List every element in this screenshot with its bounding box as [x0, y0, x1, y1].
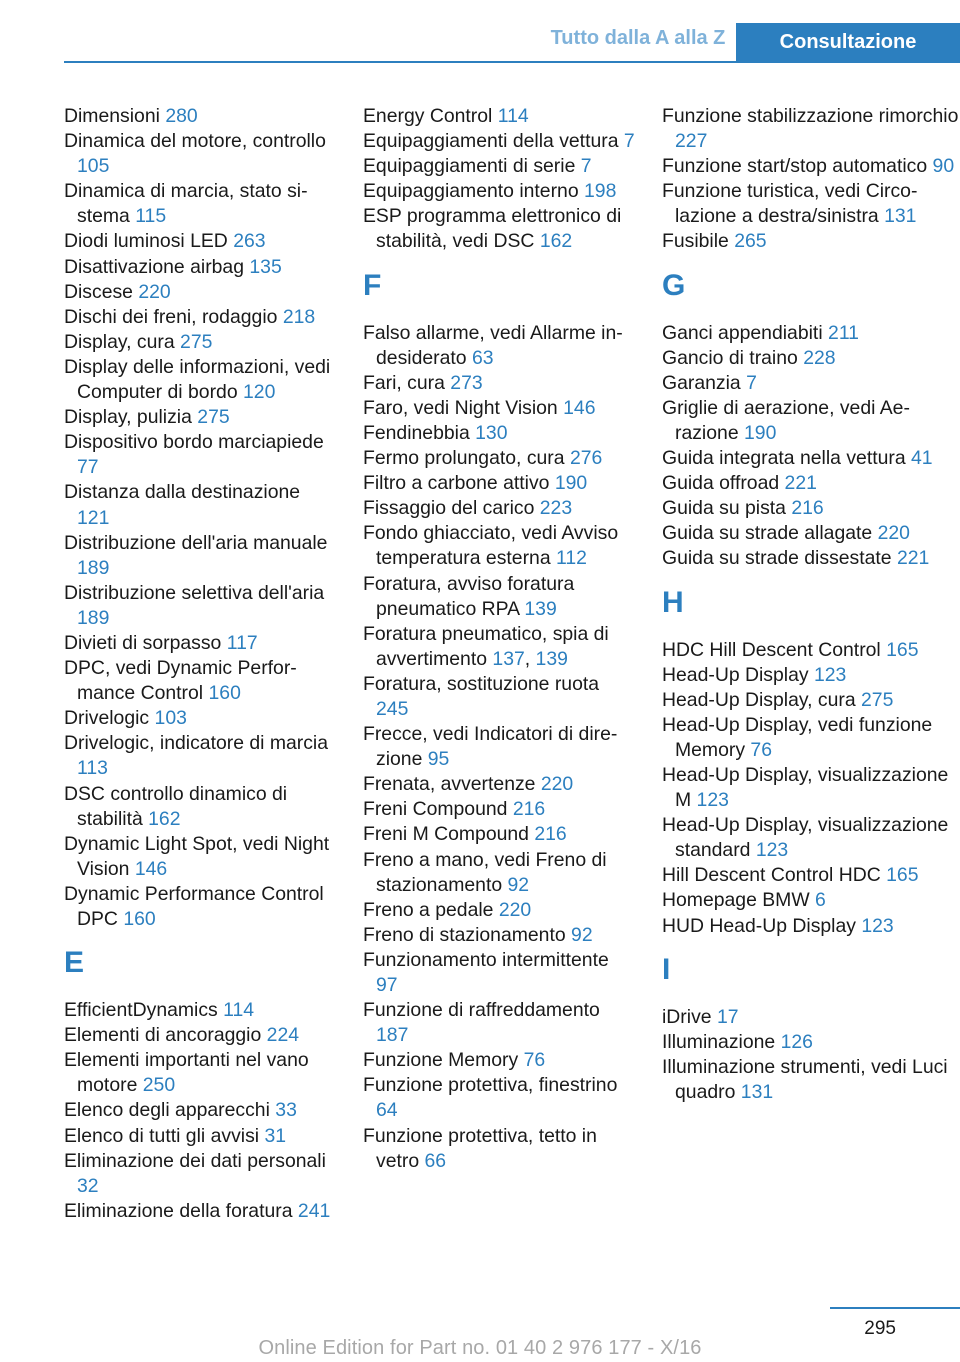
index-entry — [363, 898, 635, 923]
index-entry-text: Dischi dei freni, rodaggio — [64, 305, 278, 328]
index-entry-text: Griglie di aerazione, vedi Aerazione — [662, 396, 910, 444]
index-entry — [64, 355, 336, 405]
index-entry — [662, 1055, 960, 1105]
index-column-1 — [64, 104, 336, 1224]
page-link[interactable]: 92 — [571, 923, 593, 946]
index-entry — [662, 688, 960, 713]
page-link[interactable]: 123 — [696, 789, 729, 812]
index-entry-text: Freni Compound — [363, 798, 508, 821]
page-link[interactable]: 17 — [716, 1005, 739, 1028]
page-link[interactable]: 7 — [746, 371, 757, 394]
index-entry — [363, 572, 635, 622]
index-entry-text: ESP programma elettronico di stabilità, vedi DSC — [363, 205, 622, 253]
index-entry — [363, 179, 635, 204]
index-letter-heading: F — [363, 268, 382, 302]
index-entry-text: Equipaggiamento interno — [363, 180, 579, 203]
index-entry — [363, 722, 635, 772]
index-entry-text: Drivelogic — [64, 707, 150, 730]
page-link[interactable]: 113 — [77, 757, 108, 780]
page-link[interactable]: 228 — [803, 346, 836, 369]
index-entry-text: Head-Up Display, visualizzazione standard — [662, 814, 949, 862]
page-link[interactable]: 90 — [932, 155, 955, 178]
index-entry — [64, 998, 336, 1023]
page-link[interactable]: 221 — [896, 547, 930, 570]
page-link[interactable]: 265 — [734, 230, 767, 253]
page-link[interactable]: 275 — [197, 406, 230, 429]
index-entry — [363, 923, 635, 948]
page-link[interactable]: 103 — [154, 707, 187, 730]
index-entry-text: Homepage BMW — [662, 889, 810, 912]
index-letter-heading: I — [662, 952, 671, 986]
page-link[interactable]: 139 — [535, 647, 568, 670]
index-entry — [662, 763, 960, 813]
index-entry — [64, 782, 336, 832]
page-link[interactable]: 77 — [77, 456, 99, 479]
index-entry-text: Frenata, avvertenze — [363, 773, 536, 796]
index-entry — [64, 1023, 336, 1048]
index-entry — [662, 638, 960, 663]
page-link[interactable]: 114 — [223, 999, 255, 1022]
index-entry-text: Head-Up Display — [662, 663, 809, 686]
page-link[interactable]: 120 — [243, 381, 276, 404]
page-link[interactable]: 227 — [675, 130, 708, 153]
page-link[interactable]: 117 — [226, 631, 258, 654]
index-entry-text: Drivelogic, indicatore di marcia — [64, 732, 329, 755]
page-link[interactable]: 275 — [180, 330, 213, 353]
index-entry — [64, 631, 336, 656]
index-entry-text: Garanzia — [662, 371, 741, 394]
page-link[interactable]: 245 — [376, 697, 409, 720]
index-entry-text: Disattivazione airbag — [64, 255, 244, 278]
index-entry-text: Guida su strade dissestate — [662, 547, 892, 570]
index-entry-text: Elementi importanti nel vano motore — [64, 1049, 309, 1097]
page-link[interactable]: 280 — [165, 105, 198, 127]
index-entry — [363, 1048, 635, 1073]
index-entry-text: Freno a mano, vedi Freno di stazionamento — [363, 848, 607, 896]
index-entry-text: Freno di stazionamento — [363, 923, 566, 946]
page-link[interactable]: 112 — [556, 547, 587, 570]
page-link[interactable]: 263 — [233, 230, 266, 253]
page-link[interactable]: 76 — [523, 1049, 546, 1072]
index-entry — [64, 1048, 336, 1098]
page-link[interactable]: 131 — [884, 205, 917, 228]
index-entry — [363, 797, 635, 822]
index-entry-text: Funzione stabilizzazione rimorchio — [662, 105, 959, 127]
index-entry-text: Display, cura — [64, 330, 175, 353]
index-entry — [64, 1199, 336, 1224]
page-link[interactable]: 135 — [249, 255, 282, 278]
page-link[interactable]: 165 — [886, 638, 919, 661]
index-entry-text: Hill Descent Control HDC — [662, 864, 881, 887]
page-link[interactable]: 276 — [569, 447, 603, 470]
page-number-divider — [830, 1307, 960, 1309]
page-link[interactable]: 123 — [861, 914, 894, 937]
index-entry-text: Elenco degli apparecchi — [64, 1099, 270, 1122]
index-letter-heading: E — [64, 946, 85, 980]
index-entry — [363, 822, 635, 847]
page-link[interactable]: 220 — [498, 898, 532, 921]
index-entry — [662, 813, 960, 863]
index-entry-text: Equipaggiamenti di serie — [363, 155, 576, 178]
page-link[interactable]: 64 — [376, 1099, 398, 1122]
index-entry — [363, 396, 635, 421]
index-entry-text: Eliminazione dei dati personali — [64, 1149, 326, 1172]
page-link[interactable]: 31 — [264, 1124, 287, 1147]
page-link[interactable]: 130 — [475, 421, 508, 444]
index-entry — [662, 1030, 960, 1055]
index-entry-text: Dinamica del motore, controllo — [64, 130, 326, 153]
page-link[interactable]: 41 — [911, 447, 933, 470]
page-link[interactable]: 76 — [750, 738, 772, 761]
index-entry-text: Display delle informazioni, vedi Computer di bordo — [64, 355, 331, 404]
page-link[interactable]: 190 — [744, 421, 777, 444]
index-entry — [363, 1124, 635, 1174]
page-link[interactable]: 105 — [77, 155, 110, 178]
index-entry-text: Dynamic Performance Control DPC — [64, 882, 324, 930]
index-letter-heading: G — [662, 268, 686, 302]
page-link[interactable]: 162 — [148, 807, 181, 830]
page-link[interactable]: 63 — [471, 346, 494, 369]
index-entry — [662, 663, 960, 688]
index-entry-text: EfficientDynamics — [64, 999, 218, 1022]
page-link[interactable]: 216 — [534, 823, 567, 846]
index-entry — [64, 229, 336, 254]
page-link[interactable]: 189 — [77, 606, 110, 629]
page-link[interactable]: 33 — [275, 1099, 297, 1122]
index-entry — [64, 330, 336, 355]
index-entry — [363, 471, 635, 496]
index-entry — [662, 888, 960, 913]
page-link[interactable]: 7 — [623, 130, 635, 153]
index-entry — [662, 446, 960, 471]
page-link[interactable]: 162 — [539, 230, 573, 253]
page-link[interactable]: 224 — [266, 1024, 300, 1047]
index-entry — [363, 521, 635, 571]
index-entry — [363, 129, 635, 154]
index-entry — [64, 1098, 336, 1123]
index-entry-text: Faro, vedi Night Vision — [363, 396, 558, 419]
page-link[interactable]: 139 — [524, 597, 557, 620]
page-link[interactable]: 6 — [815, 889, 826, 912]
page-link[interactable]: 95 — [427, 748, 450, 771]
index-entry-text: Energy Control — [363, 105, 493, 127]
index-entry — [662, 104, 960, 154]
index-entry — [662, 346, 960, 371]
index-entry-text: Funzione Memory — [363, 1049, 519, 1072]
page-link[interactable]: 160 — [123, 908, 156, 930]
page-link[interactable]: 66 — [424, 1149, 447, 1172]
index-entry — [64, 480, 336, 530]
index-entry — [363, 104, 635, 129]
page-link[interactable]: 198 — [584, 180, 617, 203]
page-number: 295 — [864, 1318, 896, 1339]
index-entry-text: HDC Hill Descent Control — [662, 638, 881, 661]
index-entry-text: Diodi luminosi LED — [64, 230, 228, 253]
page-link[interactable]: 221 — [784, 472, 817, 495]
page-link[interactable]: 220 — [138, 280, 171, 303]
page-link[interactable]: 160 — [208, 682, 241, 705]
index-entry-text: Head-Up Display, vedi funzione Memory — [662, 713, 933, 761]
index-entry — [64, 405, 336, 430]
index-entry — [363, 204, 635, 254]
page-link[interactable]: 220 — [877, 522, 910, 545]
page-link[interactable]: 190 — [554, 472, 588, 495]
index-entry — [64, 882, 336, 932]
index-entry-text: Funzione di raffreddamento — [363, 999, 600, 1022]
page-link[interactable]: 216 — [512, 798, 546, 821]
footer-edition: Online Edition for Part no. 01 40 2 976 177 - X/16 — [258, 1337, 702, 1359]
index-entry-text: Filtro a carbone attivo — [363, 472, 550, 495]
page-link[interactable]: 211 — [828, 321, 859, 344]
index-entry-text: Fusibile — [662, 230, 729, 253]
page-link[interactable]: 146 — [134, 857, 168, 880]
index-entry-text: Elementi di ancoraggio — [64, 1024, 262, 1047]
index-entry-text: Eliminazione della foratura — [64, 1199, 293, 1222]
index-entry-text: Falso allarme, vedi Allarme indesiderato — [363, 321, 623, 369]
index-entry — [363, 154, 635, 179]
index-entry — [64, 104, 336, 129]
index-entry-text: Foratura, avviso foratura pneumatico RPA — [363, 572, 575, 620]
index-entry-text: Elenco di tutti gli avvisi — [64, 1124, 260, 1147]
page-link[interactable]: 189 — [77, 556, 110, 579]
index-entry — [662, 914, 960, 939]
index-entry-text: DSC controllo dinamico di stabilità — [64, 782, 288, 830]
index-entry — [662, 396, 960, 446]
index-entry-text: Funzione start/stop automatico — [662, 155, 928, 178]
index-entry — [363, 446, 635, 471]
index-entry-text: Dimensioni — [64, 105, 160, 127]
page-link[interactable]: 97 — [376, 974, 398, 996]
page-link[interactable]: 220 — [540, 773, 574, 796]
index-entry-text: Distribuzione dell'aria manuale — [64, 531, 328, 554]
index-entry-text: Dinamica di marcia, stato sistema — [64, 180, 308, 228]
index-entry — [363, 948, 635, 998]
index-column-3 — [662, 104, 960, 1105]
index-entry-text: Illuminazione strumenti, vedi Luci quadro — [662, 1055, 948, 1103]
page-link[interactable]: 275 — [861, 688, 894, 711]
page-link[interactable]: 187 — [376, 1024, 409, 1047]
page-link[interactable]: 131 — [740, 1080, 774, 1103]
index-entry — [64, 255, 336, 280]
index-entry-text: Fari, cura — [363, 371, 445, 394]
index-entry — [662, 229, 960, 254]
page-link[interactable]: 121 — [77, 506, 110, 529]
index-entry — [64, 129, 336, 179]
index-entry-text: Divieti di sorpasso — [64, 631, 222, 654]
index-entry — [662, 1005, 960, 1030]
index-entry-text: Equipaggiamenti della vettura — [363, 130, 619, 153]
index-entry — [363, 848, 635, 898]
index-entry-text: Freni M Compound — [363, 823, 529, 846]
index-entry — [363, 371, 635, 396]
chapter-tab[interactable]: Consultazione — [736, 23, 960, 62]
page-link[interactable]: 123 — [755, 839, 789, 862]
index-entry — [64, 1149, 336, 1199]
index-entry-text: Guida su pista — [662, 497, 786, 520]
page-link[interactable]: 165 — [886, 864, 919, 887]
page-link[interactable]: 216 — [791, 497, 824, 520]
index-entry-text: Guida integrata nella vettura — [662, 447, 906, 470]
index-entry-text: Frecce, vedi Indicatori di direzione — [363, 723, 618, 771]
index-entry — [662, 713, 960, 763]
index-entry-text: Funzione protettiva, finestrino — [363, 1074, 618, 1097]
index-entry — [363, 998, 635, 1048]
index-entry-text: DPC, vedi Dynamic Performance Control — [64, 657, 297, 705]
index-entry — [662, 371, 960, 396]
index-entry — [64, 656, 336, 706]
page-link[interactable]: 7 — [580, 155, 592, 178]
index-entry — [64, 581, 336, 631]
index-entry-text: Distanza dalla destinazione — [64, 481, 301, 504]
page-link[interactable]: 218 — [282, 305, 316, 328]
index-entry — [662, 863, 960, 888]
page-link[interactable]: 146 — [563, 396, 596, 419]
page-link[interactable]: 241 — [297, 1199, 331, 1222]
page-link[interactable]: 273 — [450, 371, 483, 394]
page-link[interactable]: 223 — [539, 497, 573, 520]
index-entry — [363, 1073, 635, 1123]
index-entry — [363, 672, 635, 722]
index-entry-text: Funzione protettiva, tetto in vetro — [363, 1124, 597, 1172]
index-entry — [363, 496, 635, 521]
index-entry-text: Ganci appendiabiti — [662, 321, 823, 344]
page-link[interactable]: 114 — [497, 105, 529, 127]
index-entry — [64, 430, 336, 480]
index-entry — [363, 772, 635, 797]
index-entry — [662, 471, 960, 496]
page-link[interactable]: 115 — [135, 205, 167, 228]
index-entry-text: iDrive — [662, 1005, 712, 1028]
index-entry — [662, 521, 960, 546]
index-column-2 — [363, 104, 635, 1174]
index-entry-text: Display, pulizia — [64, 406, 192, 429]
index-entry-text: Dynamic Light Spot, vedi Night Vision — [64, 832, 330, 880]
index-entry-text: Funzione turistica, vedi Circolazione a destra/sinistra — [662, 180, 918, 228]
index-entry — [64, 280, 336, 305]
index-entry-text: Funzionamento intermittente — [363, 948, 609, 971]
index-entry — [363, 421, 635, 446]
index-entry-text: Fissaggio del carico — [363, 497, 535, 520]
header-divider — [64, 61, 960, 63]
index-entry-text: Gancio di traino — [662, 346, 798, 369]
index-entry — [662, 546, 960, 571]
index-entry-text: HUD Head-Up Display — [662, 914, 856, 937]
index-entry — [662, 154, 960, 179]
index-entry: Foratura pneumatico, spia di avvertimento 137, 139 — [363, 622, 609, 670]
index-entry-text: Fendinebbia — [363, 421, 470, 444]
index-entry — [64, 531, 336, 581]
index-entry-text: Head-Up Display, visualizzazione M — [662, 763, 949, 812]
index-entry-text: Foratura pneumatico, spia di avvertimento — [363, 622, 609, 670]
index-entry — [662, 496, 960, 521]
index-entry — [662, 321, 960, 346]
page-link[interactable]: 126 — [780, 1030, 813, 1053]
index-entry-text: Guida offroad — [662, 472, 780, 495]
index-entry — [64, 832, 336, 882]
page-link[interactable]: 137 — [492, 647, 525, 670]
page-link[interactable]: 92 — [507, 873, 530, 896]
index-entry-text: Fermo prolungato, cura — [363, 447, 565, 470]
index-entry-text: Discese — [64, 280, 133, 303]
index-entry-text: Freno a pedale — [363, 898, 494, 921]
index-letter-heading: H — [662, 585, 684, 619]
section-title: Tutto dalla A alla Z — [550, 27, 726, 49]
index-entry-text: Foratura, sostituzione ruota — [363, 672, 600, 695]
index-entry-text: Illuminazione — [662, 1030, 776, 1053]
page-link[interactable]: 250 — [142, 1074, 176, 1097]
page-link[interactable]: 32 — [77, 1174, 99, 1197]
index-entry-text: Head-Up Display, cura — [662, 688, 856, 711]
index-entry — [64, 731, 336, 781]
index-entry — [64, 1124, 336, 1149]
index-entry-text: Guida su strade allagate — [662, 522, 873, 545]
index-entry — [64, 179, 336, 229]
index-entry — [662, 179, 960, 229]
index-entry-text: Fondo ghiacciato, vedi Avviso temperatura esterna — [363, 522, 619, 570]
index-entry — [64, 706, 336, 731]
index-entry-text: Dispositivo bordo marciapiede — [64, 431, 324, 454]
index-entry — [64, 305, 336, 330]
index-entry-text: Distribuzione selettiva dell'aria — [64, 581, 325, 604]
page-link[interactable]: 123 — [813, 663, 847, 686]
index-entry — [363, 321, 635, 371]
